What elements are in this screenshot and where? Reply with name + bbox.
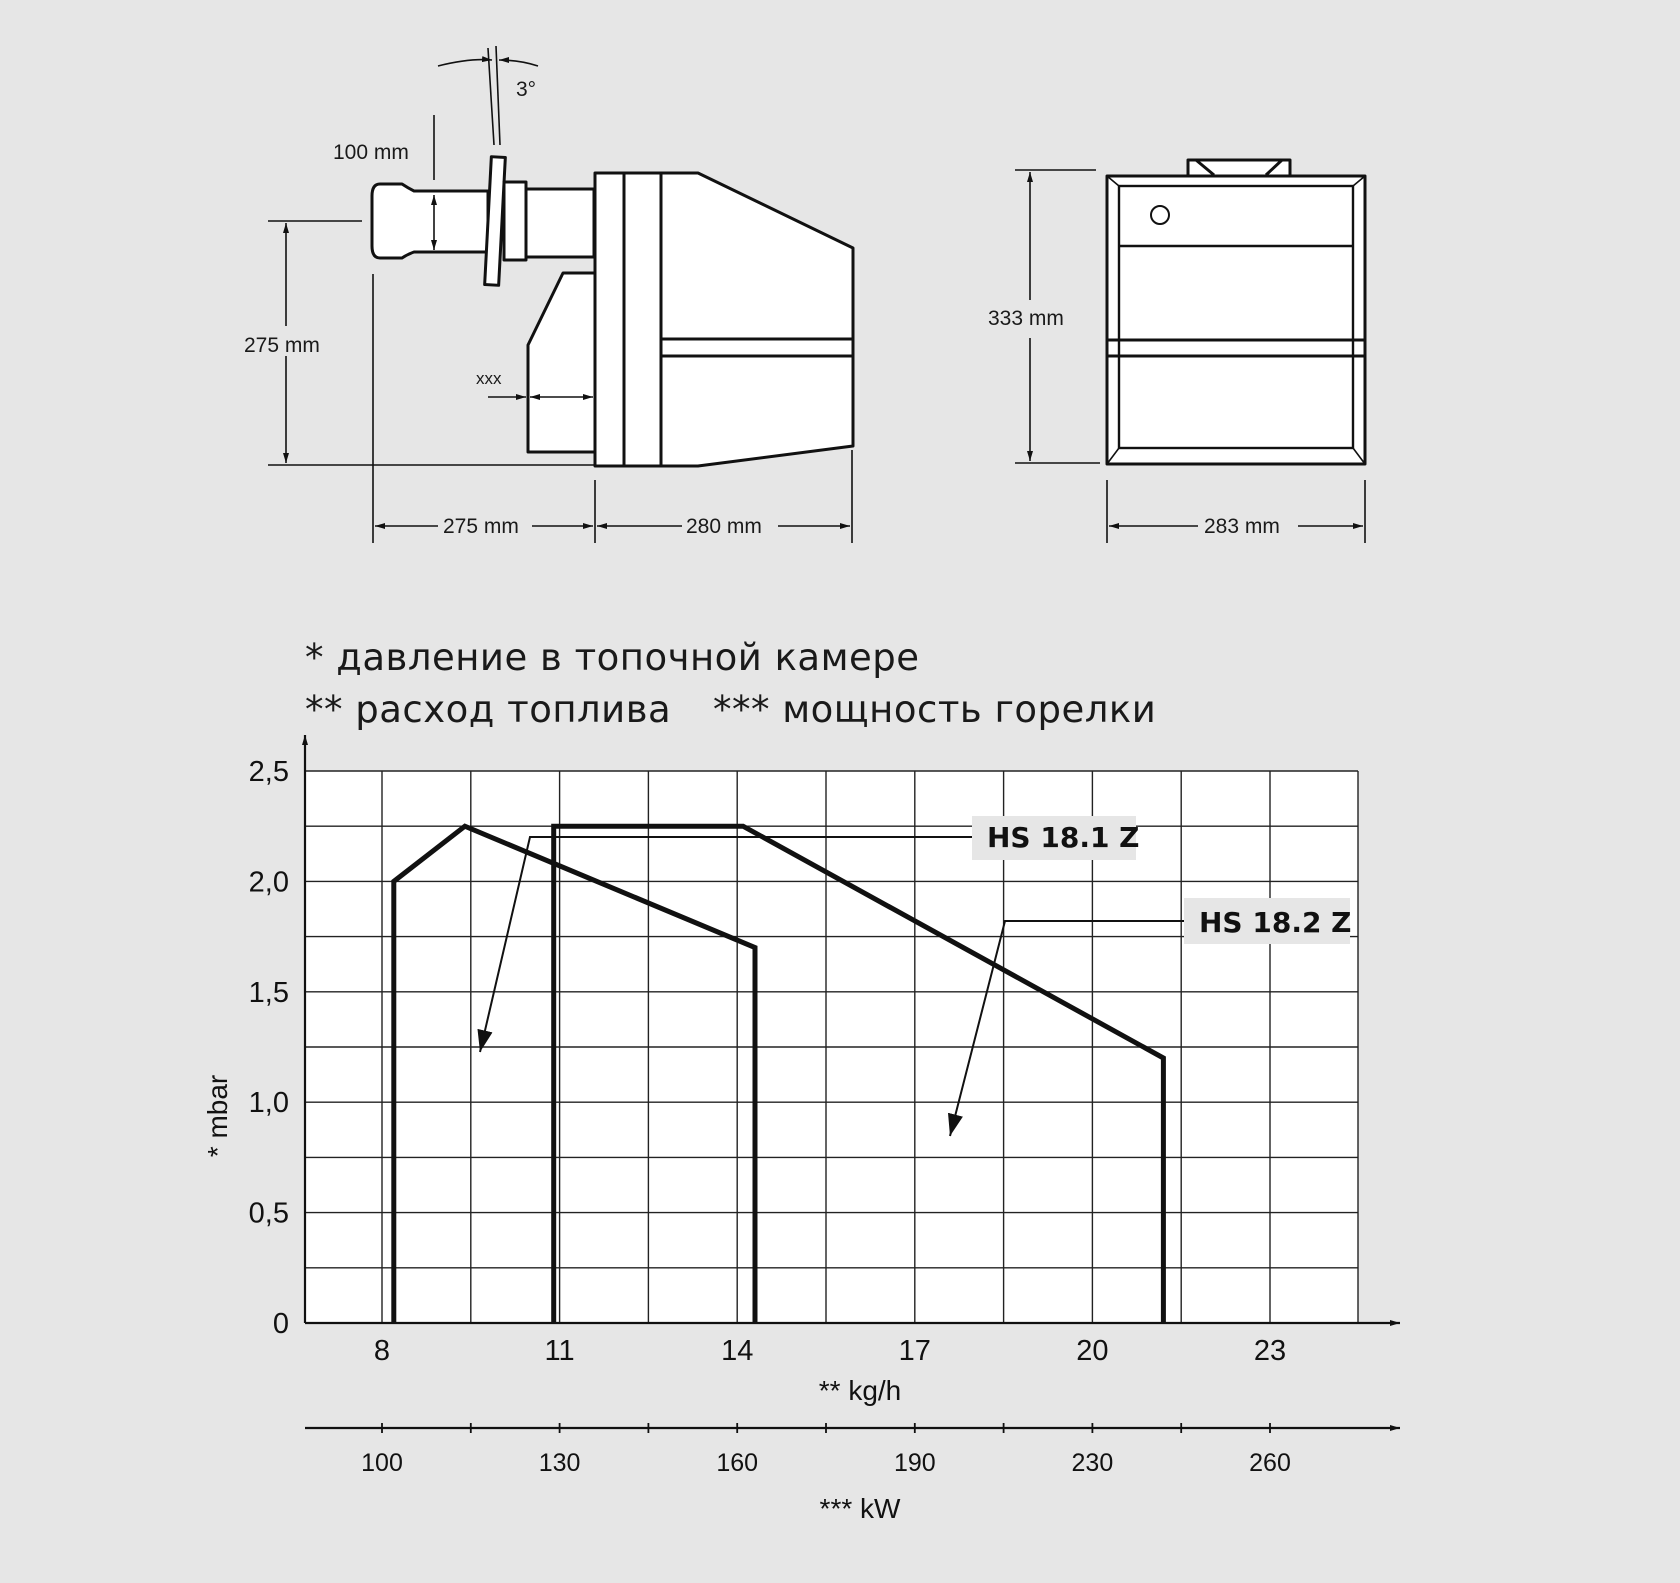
y-tick-label: 1,0 <box>248 1087 289 1120</box>
x-tick-label: 17 <box>898 1335 931 1367</box>
x2-tick-label: 130 <box>538 1449 581 1477</box>
burner-front-view <box>988 160 1365 543</box>
y-tick-label: 0,5 <box>248 1197 289 1230</box>
legend-fuel-flow: ** расход топлива <box>305 688 672 731</box>
x-tick-label: 8 <box>373 1335 391 1367</box>
tube-diameter-label: 100 mm <box>333 141 409 164</box>
y-tick-label: 2,0 <box>248 866 289 899</box>
tube-length-label: 275 mm <box>443 515 519 538</box>
series-label-1: HS 18.1 Z <box>987 821 1140 854</box>
pressure-chart <box>202 735 1400 1524</box>
x2-tick-label: 160 <box>716 1449 759 1477</box>
burner-side-view <box>240 46 853 543</box>
y-tick-label: 1,5 <box>248 976 289 1009</box>
x2-tick-label: 230 <box>1071 1449 1114 1477</box>
legend-pressure: * давление в топочной камере <box>305 636 920 679</box>
y-tick-label: 2,5 <box>248 756 289 788</box>
xxx-label: xxx <box>476 369 502 388</box>
x-tick-label: 23 <box>1253 1335 1287 1367</box>
x2-tick-label: 100 <box>361 1449 403 1477</box>
y-axis-label: * mbar <box>202 1074 233 1158</box>
x-tick-label: 11 <box>544 1335 575 1367</box>
x2-tick-label: 260 <box>1249 1449 1291 1477</box>
x2-tick-label: 190 <box>893 1449 936 1477</box>
height-label: 275 mm <box>244 334 320 357</box>
x2-axis-label: *** kW <box>819 1493 901 1524</box>
angle-label: 3° <box>516 78 537 101</box>
front-height-label: 333 mm <box>988 307 1064 330</box>
body-length-label: 280 mm <box>686 515 762 538</box>
x-tick-label: 14 <box>721 1335 754 1367</box>
series-label-2: HS 18.2 Z <box>1199 906 1352 939</box>
y-tick-label: 0 <box>272 1308 289 1340</box>
front-width-label: 283 mm <box>1204 515 1280 538</box>
legend-burner-power: *** мощность горелки <box>713 688 1157 731</box>
x-axis-label: ** kg/h <box>818 1375 902 1406</box>
x-tick-label: 20 <box>1076 1335 1109 1367</box>
